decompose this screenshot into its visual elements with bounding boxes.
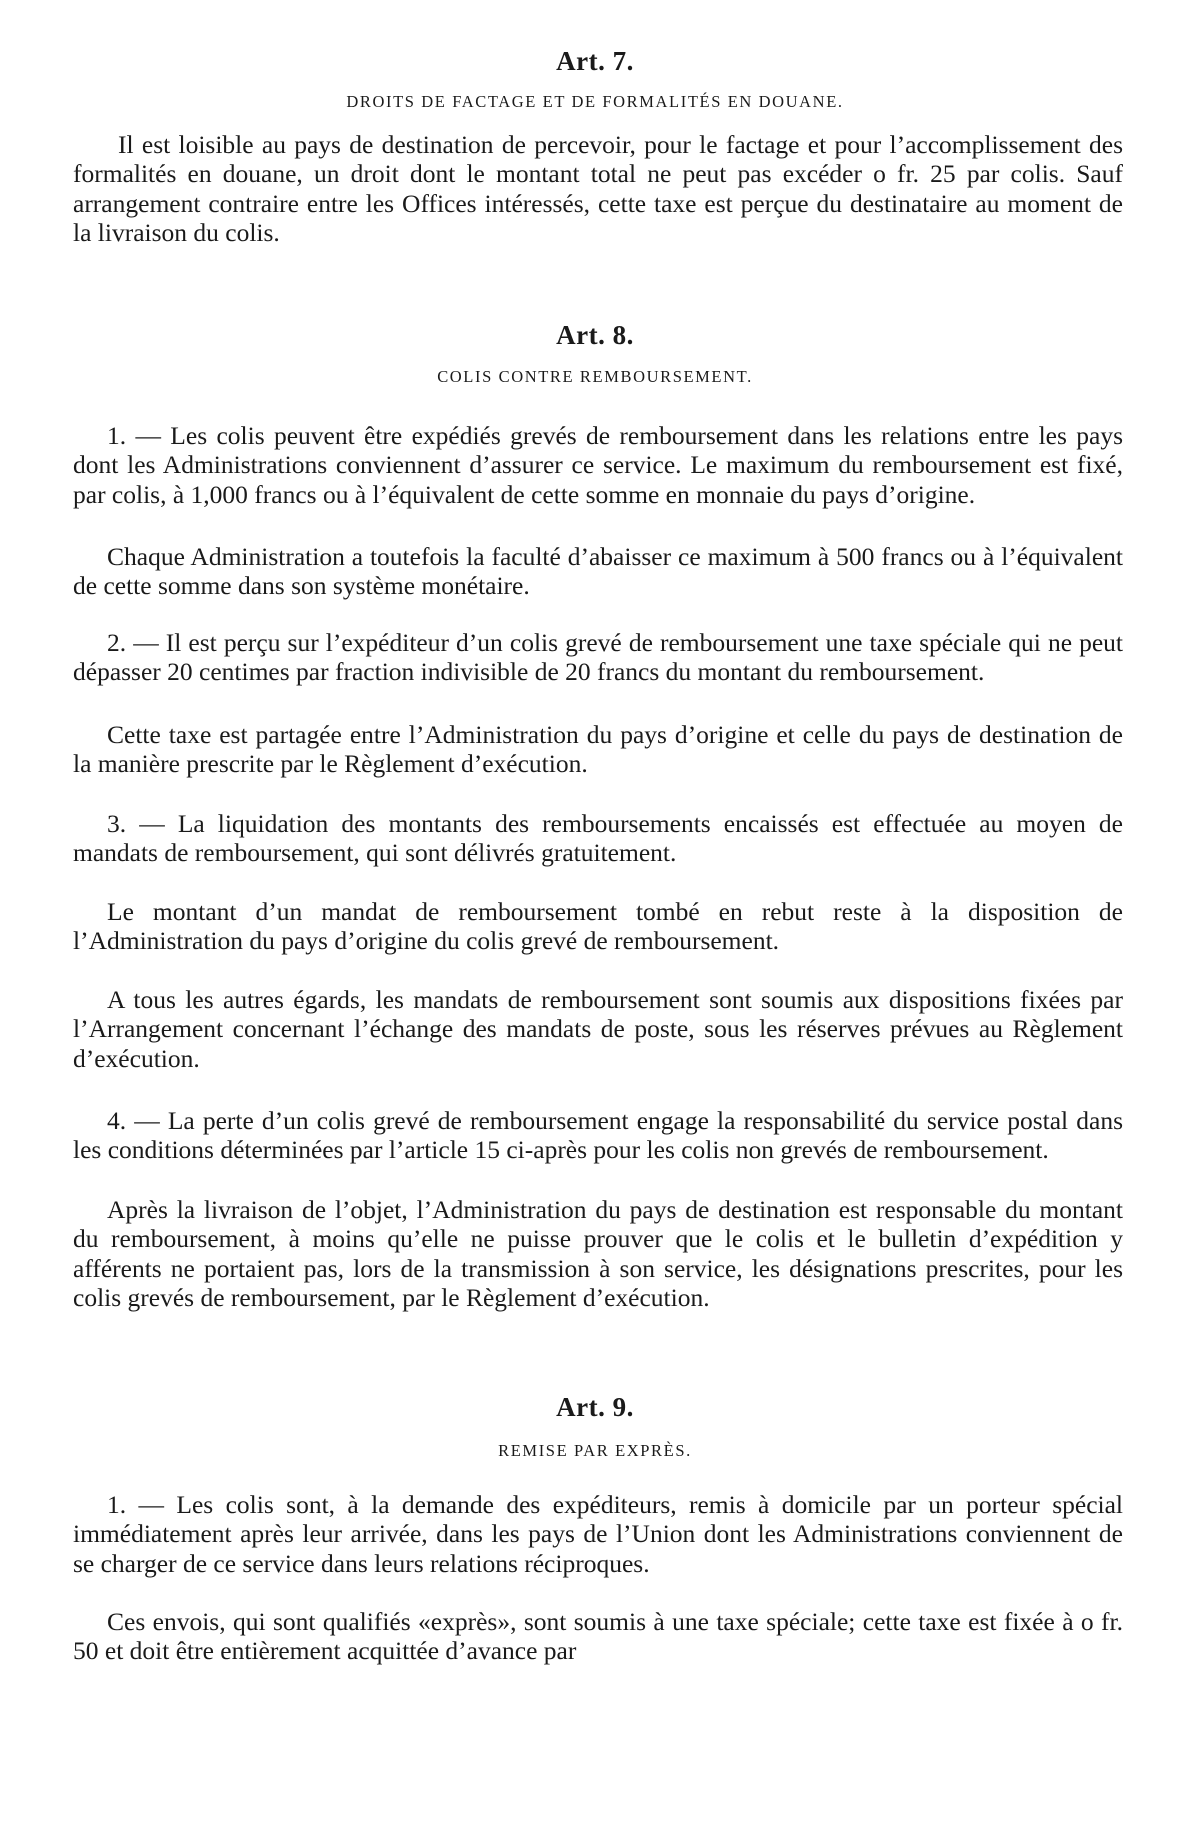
article-7-paragraph: Il est loisible au pays de destination de percevoir, pour le factage et pour l’accomplissement des formalités en douane, un droit dont le montant total ne peut pas excéder o fr. 25 par colis. Sauf arrangement contraire entre les Offices intéressés, cette taxe est perçue du destinataire au moment de la livraison du colis. xyxy=(73,130,1123,248)
article-8-section-2: 2. — Il est perçu sur l’expéditeur d’un colis grevé de remboursement une taxe spéciale qui ne peut dépasser 20 centimes par fraction indivisible de 20 francs du montant du remboursement. xyxy=(73,628,1123,687)
article-8-section-1: 1. — Les colis peuvent être expédiés grevés de remboursement dans les relations entre les pays dont les Administrations conviennent d’assurer ce service. Le maximum du remboursement est fixé, par colis, à 1,000 francs ou à l’équivalent de cette somme en monnaie du pays d’origine. xyxy=(73,421,1123,509)
article-7-subtitle: DROITS DE FACTAGE ET DE FORMALITÉS EN DOUANE. xyxy=(346,92,844,111)
article-8-section-3-other: A tous les autres égards, les mandats de remboursement sont soumis aux dispositions fixées par l’Arrangement concernant l’échange des mandats de poste, sous les réserves prévues au Règlement d’exécution. xyxy=(73,985,1123,1073)
article-8-section-3-rebut: Le montant d’un mandat de remboursement tombé en rebut reste à la disposition de l’Administration du pays d’origine du colis grevé de remboursement. xyxy=(73,897,1123,956)
article-7-title: Art. 7. xyxy=(556,46,634,76)
article-8-section-4-liability: Après la livraison de l’objet, l’Administration du pays de destination est responsable du montant du remboursement, à moins qu’elle ne puisse prouver que le colis et le bulletin d’expédition y afférents ne portaient pas, lors de la transmission à son service, les désignations prescrites, pour les colis grevés de remboursement, par le Règlement d’exécution. xyxy=(73,1195,1123,1313)
article-9-section-1: 1. — Les colis sont, à la demande des expéditeurs, remis à domicile par un porteur spécial immédiatement après leur arrivée, dans les pays de l’Union dont les Administrations conviennent de se charger de ce service dans leurs relations réciproques. xyxy=(73,1490,1123,1578)
article-8-title: Art. 8. xyxy=(556,320,634,350)
article-9-subtitle: REMISE PAR EXPRÈS. xyxy=(498,1441,692,1460)
article-8-subtitle: COLIS CONTRE REMBOURSEMENT. xyxy=(437,367,753,386)
article-8-section-4: 4. — La perte d’un colis grevé de remboursement engage la responsabilité du service postal dans les conditions déterminées par l’article 15 ci-après pour les colis non grevés de remboursement. xyxy=(73,1106,1123,1165)
article-9-section-1-express: Ces envois, qui sont qualifiés «exprès», sont soumis à une taxe spéciale; cette taxe est fixée à o fr. 50 et doit être entièrement acquittée d’avance par xyxy=(73,1607,1123,1666)
article-8-section-1-note: Chaque Administration a toutefois la faculté d’abaisser ce maximum à 500 francs ou à l’équivalent de cette somme dans son système monétaire. xyxy=(73,542,1123,601)
article-8-section-2-note: Cette taxe est partagée entre l’Administration du pays d’origine et celle du pays de destination de la manière prescrite par le Règlement d’exécution. xyxy=(73,720,1123,779)
article-9-title: Art. 9. xyxy=(556,1392,634,1422)
article-8-section-3: 3. — La liquidation des montants des remboursements encaissés est effectuée au moyen de mandats de remboursement, qui sont délivrés gratuitement. xyxy=(73,809,1123,868)
